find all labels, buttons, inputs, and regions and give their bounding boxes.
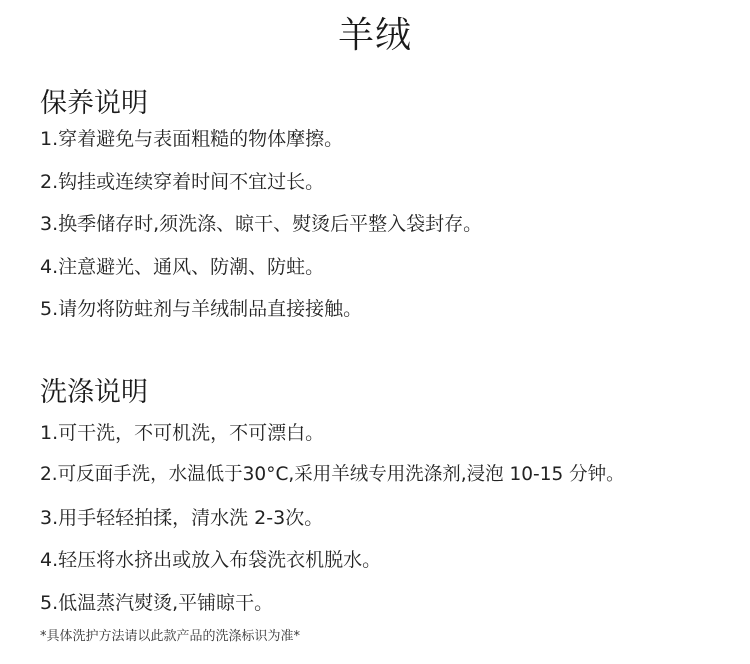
wash-item: 5.低温蒸汽熨烫,平铺晾干。 — [40, 592, 274, 614]
footnote: *具体洗护方法请以此款产品的洗涤标识为准* — [40, 629, 301, 644]
care-item: 4.注意避光、通风、防潮、防蛀。 — [40, 256, 325, 278]
care-item: 2.钩挂或连续穿着时间不宜过长。 — [40, 171, 325, 193]
wash-item: 4.轻压将水挤出或放入布袋洗衣机脱水。 — [40, 549, 382, 571]
page-title: 羊绒 — [337, 15, 412, 56]
wash-section-heading: 洗涤说明 — [40, 377, 148, 408]
wash-item: 3.用手轻轻拍揉，清水洗 2-3次。 — [40, 507, 324, 529]
care-section-heading: 保养说明 — [40, 88, 148, 119]
care-item: 1.穿着避免与表面粗糙的物体摩擦。 — [40, 128, 344, 150]
care-item: 3.换季储存时,须洗涤、晾干、熨烫后平整入袋封存。 — [40, 213, 483, 235]
wash-item: 2.可反面手洗，水温低于30°C,采用羊绒专用洗涤剂,浸泡 10-15 分钟。 — [40, 464, 625, 485]
care-item: 5.请勿将防蛀剂与羊绒制品直接接触。 — [40, 298, 363, 320]
wash-item: 1.可干洗，不可机洗，不可漂白。 — [40, 422, 325, 444]
